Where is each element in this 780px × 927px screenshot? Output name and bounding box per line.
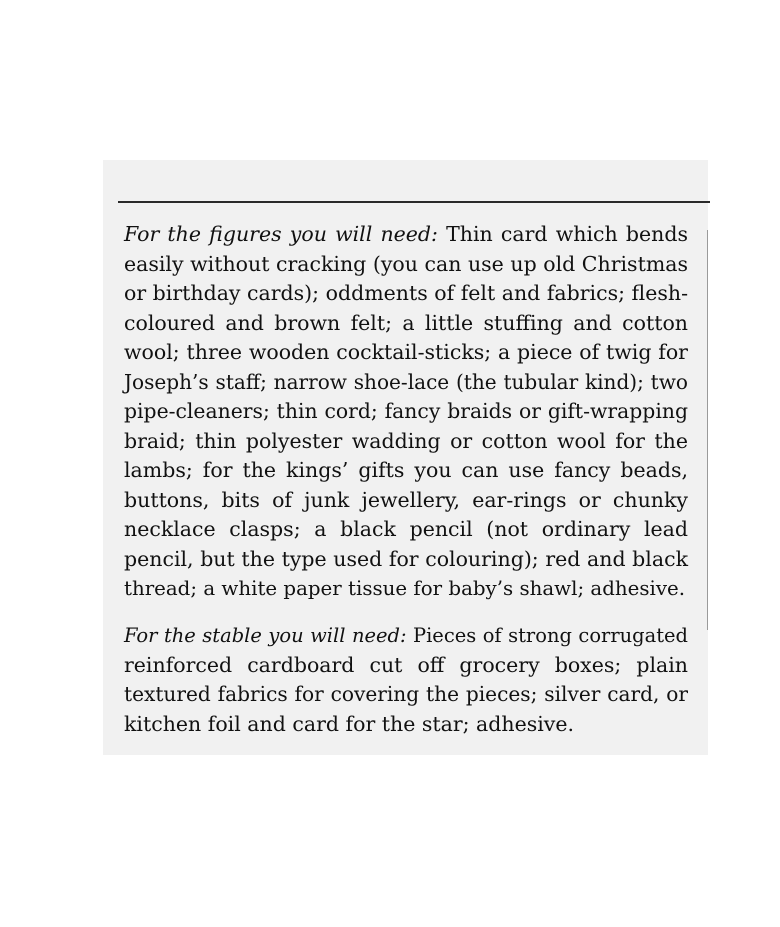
paragraph-line: kitchen foil and card for the star; adhesive. bbox=[124, 711, 575, 736]
paragraph-line: pipe-cleaners; thin cord; fancy braids or gift-wrapping bbox=[124, 399, 688, 423]
paragraph-line: textured fabrics for covering the pieces; silver card, or bbox=[124, 682, 688, 706]
side-rule bbox=[707, 230, 708, 630]
paragraph-line bbox=[124, 220, 688, 250]
paragraph-line: Joseph’s staff; narrow shoe-lace (the tubular kind); two bbox=[124, 369, 688, 394]
paragraph-line: easily without cracking (you can use up old Christmas bbox=[124, 251, 688, 276]
paragraph-line: thread; a white paper tissue for baby’s shawl; adhesive. bbox=[124, 577, 686, 600]
paragraph-line: pencil, but the type used for colouring); red and black bbox=[124, 546, 688, 571]
paragraph-line: coloured and brown felt; a little stuffing and cotton bbox=[124, 310, 688, 335]
figures-materials-paragraph bbox=[124, 220, 688, 604]
top-rule bbox=[118, 201, 710, 203]
paragraph-line: reinforced cardboard cut off grocery boxes; plain bbox=[124, 652, 688, 677]
paragraph-line: wool; three wooden cocktail-sticks; a piece of twig for bbox=[124, 340, 688, 364]
line-text: Thin card which bends bbox=[437, 222, 688, 246]
paragraph-line: buttons, bits of junk jewellery, ear-rings or chunky bbox=[124, 487, 688, 512]
line-text: Pieces of strong corrugated bbox=[406, 624, 688, 647]
stable-materials-paragraph bbox=[124, 621, 688, 739]
paragraph-line: or birthday cards); oddments of felt and fabrics; flesh- bbox=[124, 281, 688, 305]
paragraph-line: braid; thin polyester wadding or cotton wool for the bbox=[124, 428, 688, 453]
paragraph-line: lambs; for the kings’ gifts you can use fancy beads, bbox=[124, 458, 688, 482]
paragraph-line bbox=[124, 621, 688, 651]
paragraph-line: necklace clasps; a black pencil (not ordinary lead bbox=[124, 517, 688, 541]
stable-lead: For the stable you will need: bbox=[124, 624, 407, 647]
figures-lead: For the figures you will need: bbox=[124, 222, 438, 246]
